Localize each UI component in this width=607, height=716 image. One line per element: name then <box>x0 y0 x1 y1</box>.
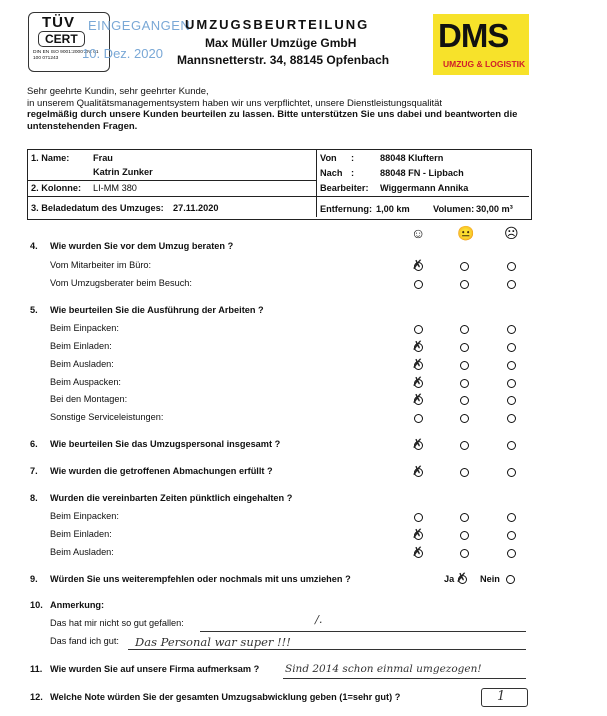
nach-label: Nach <box>320 168 343 178</box>
checked-mark-icon: ✗ <box>412 258 423 273</box>
rating-radio[interactable] <box>460 396 469 405</box>
intro-line: regelmäßig durch unsere Kunden beurteilen zu lassen. Bitte unterstützen Sie uns dabei und beantworten die <box>27 109 518 120</box>
entfernung-value: 1,00 km <box>376 204 410 214</box>
customer-info-table <box>27 149 532 220</box>
q12-grade-answer: 1 <box>497 689 506 704</box>
rating-radio[interactable] <box>414 513 423 522</box>
nach-value: 88048 FN - Lipbach <box>380 168 464 178</box>
intro-greeting: Sehr geehrte Kundin, sehr geehrter Kunde, <box>27 86 209 97</box>
dms-logo-subtitle: UMZUG & LOGISTIK <box>443 59 526 69</box>
q9-ja-label: Ja <box>444 574 455 584</box>
received-stamp-date: 10. Dez. 2020 <box>82 46 163 61</box>
colon: : <box>351 153 355 163</box>
q10-positive-answer: Das Personal war super !!! <box>135 635 291 649</box>
question-text: Anmerkung: <box>50 600 105 610</box>
question-number: 5. <box>30 305 38 315</box>
checked-mark-icon: ✗ <box>412 375 423 390</box>
checked-mark-icon: ✗ <box>412 437 423 452</box>
rating-radio[interactable] <box>460 531 469 540</box>
question-number: 11. <box>30 664 43 674</box>
answer-line <box>128 649 526 650</box>
intro-line: in unserem Qualitätsmanagementsystem haben wir uns verpflichtet, unsere Dienstleistungsqualität <box>27 97 443 109</box>
q4-visit-label: Vom Umzugsberater beim Besuch: <box>50 278 192 288</box>
question-number: 9. <box>30 574 38 584</box>
q8-ausladen-label: Beim Ausladen: <box>50 547 114 557</box>
rating-radio[interactable] <box>507 262 516 271</box>
beladedatum-label: 3. Beladedatum des Umzuges: <box>31 203 164 213</box>
rating-radio[interactable] <box>460 549 469 558</box>
kolonne-label: 2. Kolonne: <box>31 183 82 193</box>
intro-line: untenstehenden Fragen. <box>27 120 138 132</box>
received-stamp: EINGEGANGEN <box>88 18 191 33</box>
q10-positive-label: Das fand ich gut: <box>50 636 119 646</box>
rating-radio[interactable] <box>460 343 469 352</box>
question-text: Würden Sie uns weiterempfehlen oder nochmals mit uns umziehen ? <box>50 574 351 584</box>
intro-text <box>27 86 533 132</box>
question-number: 8. <box>30 493 38 503</box>
question-number: 12. <box>30 692 43 702</box>
beladedatum-value: 27.11.2020 <box>173 203 219 213</box>
question-9 <box>30 574 351 584</box>
question-number: 6. <box>30 439 38 449</box>
question-text: Wie wurden Sie auf unsere Firma aufmerksam ? <box>50 664 260 674</box>
question-text: Wurden die vereinbarten Zeiten pünktlich eingehalten ? <box>50 493 293 503</box>
tuv-iso-number: DIN EN ISO 9001:2000 ZN: 01 100 071243 <box>33 50 99 61</box>
rating-radio[interactable] <box>460 468 469 477</box>
neutral-face-icon: 😐 <box>457 225 475 241</box>
question-text: Wie beurteilen Sie die Ausführung der Arbeiten ? <box>50 305 264 315</box>
rating-radio[interactable] <box>507 531 516 540</box>
rating-radio[interactable] <box>507 379 516 388</box>
q10-negative-label: Das hat mir nicht so gut gefallen: <box>50 618 184 628</box>
sad-face-icon: ☹ <box>504 225 519 241</box>
question-number: 4. <box>30 241 38 251</box>
question-4 <box>30 241 233 251</box>
question-text: Wie wurden die getroffenen Abmachungen erfüllt ? <box>50 466 273 476</box>
von-label: Von <box>320 153 337 163</box>
q10-negative-answer: /. <box>315 612 323 626</box>
rating-radio[interactable] <box>507 441 516 450</box>
q5-einladen-label: Beim Einladen: <box>50 341 112 351</box>
checked-mark-icon: ✗ <box>412 527 423 542</box>
checked-mark-icon: ✗ <box>456 571 467 586</box>
question-11 <box>30 664 259 674</box>
company-address: Mannsnetterstr. 34, 88145 Opfenbach <box>177 53 390 67</box>
rating-radio[interactable] <box>414 325 423 334</box>
q9-nein-radio[interactable] <box>506 575 515 584</box>
question-6 <box>30 439 280 449</box>
name-label: 1. Name: <box>31 153 70 163</box>
volumen-label: Volumen: <box>433 204 475 214</box>
rating-radio[interactable] <box>507 549 516 558</box>
rating-radio[interactable] <box>460 513 469 522</box>
question-text: Wie wurden Sie vor dem Umzug beraten ? <box>50 241 234 251</box>
tuv-cert-label: CERT <box>38 31 85 47</box>
q5-einpacken-label: Beim Einpacken: <box>50 323 119 333</box>
name-value: Katrin Zunker <box>93 167 153 177</box>
rating-radio[interactable] <box>460 280 469 289</box>
von-value: 88048 Kluftern <box>380 153 444 163</box>
entfernung-label: Entfernung: <box>320 204 373 214</box>
rating-radio[interactable] <box>507 513 516 522</box>
happy-face-icon: ☺ <box>411 225 426 241</box>
q4-office-label: Vom Mitarbeiter im Büro: <box>50 260 152 270</box>
rating-radio[interactable] <box>414 280 423 289</box>
question-number: 10. <box>30 600 43 610</box>
q5-ausladen-label: Beim Ausladen: <box>50 359 114 369</box>
q11-answer: Sind 2014 schon einmal umgezogen! <box>285 663 482 675</box>
q5-service-label: Sonstige Serviceleistungen: <box>50 412 164 422</box>
checked-mark-icon: ✗ <box>412 464 423 479</box>
rating-radio[interactable] <box>460 361 469 370</box>
rating-radio[interactable] <box>507 396 516 405</box>
rating-radio[interactable] <box>507 280 516 289</box>
colon: : <box>351 168 355 178</box>
question-5 <box>30 305 264 315</box>
checked-mark-icon: ✗ <box>412 357 423 372</box>
checked-mark-icon: ✗ <box>412 339 423 354</box>
question-number: 7. <box>30 466 38 476</box>
checked-mark-icon: ✗ <box>412 392 423 407</box>
q8-einpacken-label: Beim Einpacken: <box>50 511 119 521</box>
name-salutation: Frau <box>93 153 113 163</box>
volumen-value: 30,00 m³ <box>476 204 513 214</box>
q5-auspacken-label: Beim Auspacken: <box>50 377 121 387</box>
bearbeiter-value: Wiggermann Annika <box>380 183 469 193</box>
question-7 <box>30 466 273 476</box>
rating-radio[interactable] <box>507 468 516 477</box>
checked-mark-icon: ✗ <box>412 545 423 560</box>
page-title: UMZUGSBEURTEILUNG <box>185 17 370 32</box>
question-text: Welche Note würden Sie der gesamten Umzugsabwicklung geben (1=sehr gut) ? <box>50 692 401 702</box>
rating-radio[interactable] <box>414 414 423 423</box>
dms-logo-text: DMS <box>438 17 509 54</box>
rating-radio[interactable] <box>507 361 516 370</box>
answer-line <box>283 678 526 679</box>
question-8 <box>30 493 292 503</box>
q5-montagen-label: Bei den Montagen: <box>50 394 128 404</box>
rating-radio[interactable] <box>460 262 469 271</box>
q8-einladen-label: Beim Einladen: <box>50 529 112 539</box>
q9-nein-label: Nein <box>480 574 500 584</box>
rating-radio[interactable] <box>460 441 469 450</box>
rating-radio[interactable] <box>460 414 469 423</box>
rating-radio[interactable] <box>507 343 516 352</box>
question-10 <box>30 600 104 610</box>
rating-radio[interactable] <box>507 414 516 423</box>
rating-radio[interactable] <box>460 325 469 334</box>
kolonne-value: LI-MM 380 <box>93 183 137 193</box>
bearbeiter-label: Bearbeiter: <box>320 183 369 193</box>
answer-line <box>200 631 526 632</box>
rating-radio[interactable] <box>507 325 516 334</box>
company-name: Max Müller Umzüge GmbH <box>205 36 357 50</box>
question-text: Wie beurteilen Sie das Umzugspersonal insgesamt ? <box>50 439 281 449</box>
tuv-logo-text: TÜV <box>42 14 75 31</box>
question-12 <box>30 692 400 702</box>
rating-radio[interactable] <box>460 379 469 388</box>
